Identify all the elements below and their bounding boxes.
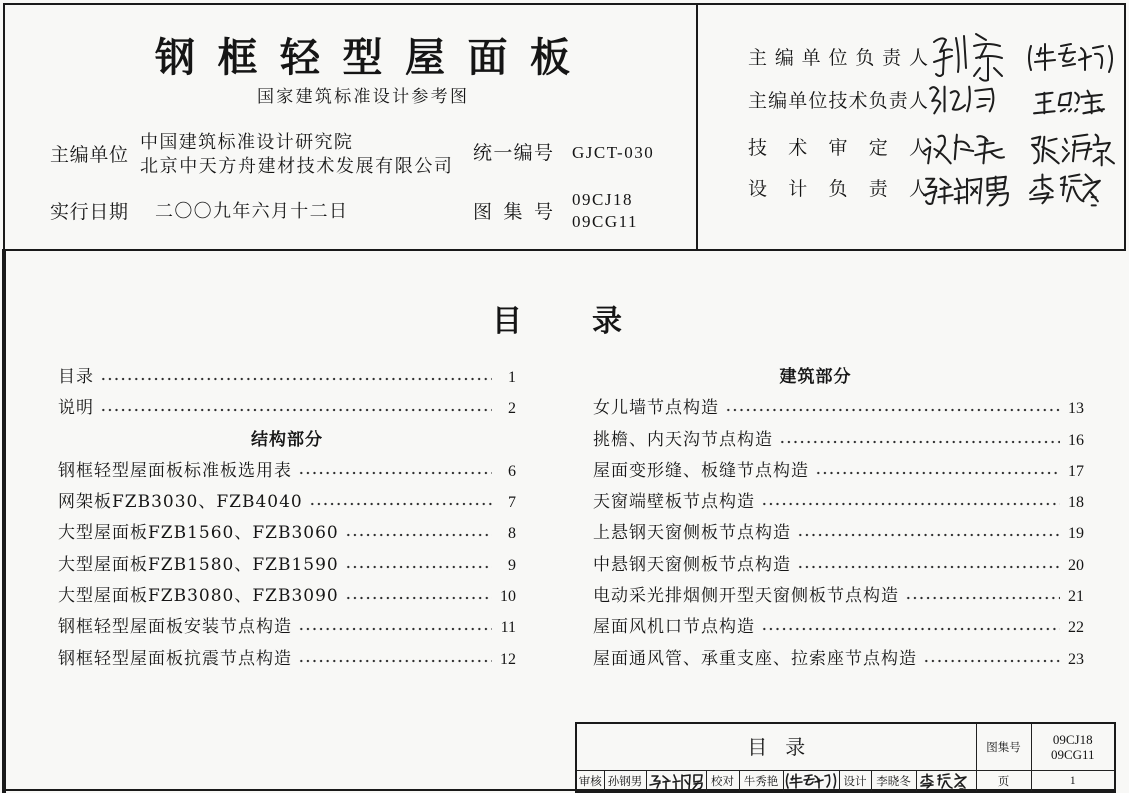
editor-label (50, 144, 128, 166)
toc-entry-label: 钢框轻型屋面板抗震节点构造 (58, 648, 292, 669)
glyph: 二 (309, 201, 328, 222)
toc-entry-label: 屋面通风管、承重支座、拉索座节点构造 (593, 648, 917, 669)
toc-entry (58, 581, 516, 612)
glyph: 院 (333, 132, 352, 153)
toc-entry-page: 2 (508, 400, 516, 418)
glyph: 集 (503, 201, 523, 223)
toc-entry (58, 393, 516, 424)
toc-entry-label: 中悬钢天窗侧板节点构造 (593, 554, 791, 575)
glyph: 责 (882, 47, 902, 69)
dot-leader (815, 456, 1060, 487)
glyph: 设 (748, 178, 768, 200)
glyph: 号 (533, 201, 553, 223)
glyph: 国 (159, 132, 178, 153)
toc-entry (58, 362, 516, 393)
glyph: 编 (69, 144, 89, 166)
atlas-value-2: 09CG11 (572, 212, 638, 231)
title-block-atlas-label: 图集号 (976, 723, 1031, 771)
glyph: 计 (788, 178, 808, 200)
toc-entry-label: 钢框轻型屋面板标准板选用表 (58, 460, 292, 481)
design-label: 设计 (839, 771, 871, 793)
toc-section-heading: 建筑部分 (779, 367, 852, 387)
dot-leader (779, 425, 1060, 456)
glyph: 负 (828, 178, 848, 200)
date-label (50, 201, 128, 223)
toc-entry-label: 大型屋面板FZB3080、FZB3090 (58, 586, 339, 607)
glyph: 框 (217, 34, 258, 81)
glyph: 十 (290, 201, 309, 222)
title-block-atlas-value-1: 09CJ18 (1052, 732, 1093, 747)
glyph: 准 (353, 87, 371, 107)
glyph: 中 (140, 132, 158, 153)
glyph: 〇 (174, 201, 193, 222)
approval-role-4 (748, 178, 928, 200)
glyph: 计 (392, 87, 410, 107)
dot-leader (923, 644, 1060, 675)
toc-entry-page: 20 (1068, 556, 1084, 574)
signature-mark (930, 28, 1010, 84)
toc-entry-page: 6 (508, 462, 516, 480)
sheet-left-border (2, 249, 6, 793)
toc-right-column (593, 362, 1084, 675)
toc-entry (593, 550, 1084, 581)
reviewer-name: 孙钢男 (604, 771, 646, 793)
glyph: 建 (295, 87, 313, 107)
toc-section-heading: 结构部分 (251, 429, 323, 450)
glyph: 建 (257, 156, 276, 177)
glyph: 设 (372, 87, 390, 107)
glyph: 位 (108, 144, 128, 166)
editor-unit-2 (140, 157, 452, 177)
toc-entry-page: 17 (1068, 462, 1084, 480)
glyph: 建 (178, 132, 197, 153)
toc-entry-page: 9 (508, 556, 516, 574)
glyph: 单 (801, 47, 821, 69)
glyph: 图 (473, 201, 493, 223)
page-number: 1 (1031, 771, 1115, 793)
glyph: 面 (467, 34, 508, 81)
dot-leader (345, 518, 492, 549)
glyph: 家 (276, 87, 294, 107)
reviewer-signature-cell (646, 771, 706, 793)
toc-entry-page: 16 (1068, 431, 1084, 449)
toc-entry-page: 1 (508, 369, 516, 386)
signature-mark (648, 772, 704, 790)
toc-entry (593, 644, 1084, 675)
glyph: 技 (748, 137, 768, 159)
glyph: 术 (788, 137, 808, 159)
toc-entry (593, 581, 1084, 612)
glyph: 司 (433, 156, 452, 177)
toc-entry-page: 10 (500, 588, 516, 606)
toc-entry (593, 425, 1084, 456)
toc-entry-page: 11 (500, 619, 516, 637)
signature-mark (918, 772, 974, 790)
glyph: 人 (908, 137, 928, 159)
dot-leader (100, 393, 492, 424)
signature-mark (1026, 40, 1118, 76)
glyph: 日 (89, 201, 109, 223)
glyph: 责 (868, 178, 888, 200)
dot-leader (797, 518, 1060, 549)
glyph: 中 (179, 156, 198, 177)
atlas-label (473, 201, 553, 223)
toc-entry (593, 487, 1084, 518)
editor-unit-1 (140, 133, 352, 153)
toc-entry (593, 518, 1084, 549)
approval-role-1 (748, 47, 928, 69)
toc-entry-label: 钢框轻型屋面板安装节点构造 (58, 617, 292, 638)
title-block-atlas-value-2: 09CG11 (1050, 747, 1095, 762)
toc-entry-label: 挑檐、内天沟节点构造 (593, 429, 773, 450)
glyph: 天 (198, 156, 217, 177)
glyph: 位 (808, 90, 828, 112)
title-block-title (747, 735, 805, 759)
toc-entry-page: 21 (1068, 588, 1084, 606)
toc-entry (58, 612, 516, 643)
review-label: 审核 (576, 771, 604, 793)
glyph: 设 (256, 132, 275, 153)
glyph: 主 (748, 90, 768, 112)
glyph: 二 (155, 201, 173, 222)
glyph: 京 (159, 156, 178, 177)
glyph: 号 (533, 142, 553, 164)
toc-entry-page: 23 (1068, 650, 1084, 668)
glyph: 研 (295, 132, 314, 153)
cover-subtitle (257, 87, 467, 107)
glyph: 屋 (405, 34, 445, 81)
glyph: 公 (414, 156, 433, 177)
glyph: 计 (275, 132, 294, 153)
glyph: 期 (108, 201, 128, 223)
checker-signature-cell (783, 771, 839, 793)
glyph: 轻 (280, 34, 320, 81)
dot-leader (309, 487, 492, 518)
toc-entry-label: 屋面风机口节点构造 (593, 617, 755, 638)
title-block-title-cell (576, 723, 976, 771)
approval-role-2 (748, 90, 928, 112)
glyph: 九 (212, 201, 231, 222)
date-value (155, 202, 347, 222)
approval-role-3 (748, 137, 928, 159)
glyph: 编 (513, 142, 533, 164)
glyph: 统 (473, 142, 493, 164)
header-divider (696, 3, 698, 251)
toc-entry (58, 550, 516, 581)
glyph: 主 (50, 144, 70, 166)
glyph: 定 (868, 137, 888, 159)
toc-left-column (58, 362, 516, 675)
glyph: 行 (69, 201, 89, 223)
signature-mark (920, 128, 1008, 170)
glyph: 单 (89, 144, 109, 166)
dot-leader (761, 612, 1060, 643)
glyph: 有 (375, 156, 394, 177)
glyph: 参 (411, 87, 429, 107)
toc-entry (593, 612, 1084, 643)
serial-label (473, 142, 553, 164)
signature-mark (924, 80, 1002, 118)
glyph: 负 (868, 90, 888, 112)
atlas-value-1: 09CJ18 (572, 190, 633, 209)
designer-name: 李晓冬 (871, 771, 916, 793)
toc-entry-page: 8 (508, 525, 516, 543)
signature-mark (922, 172, 1012, 208)
glyph: 型 (342, 34, 383, 81)
toc-entry-label: 电动采光排烟侧开型天窗侧板节点构造 (593, 586, 899, 607)
glyph: 审 (828, 137, 848, 159)
dot-leader (797, 550, 1060, 581)
signature-mark (1032, 86, 1106, 118)
signature-mark (1026, 170, 1104, 212)
dot-leader (298, 644, 492, 675)
toc-entry-label: 天窗端壁板节点构造 (593, 492, 755, 513)
glyph: 人 (908, 90, 928, 112)
toc-entry-page: 13 (1068, 400, 1084, 418)
title-block (575, 722, 1116, 793)
glyph: 人 (908, 47, 928, 69)
toc-entry (593, 456, 1084, 487)
toc-entry-page: 7 (508, 494, 516, 512)
glyph: 月 (270, 201, 289, 222)
dot-leader (298, 612, 492, 643)
glyph: 目 (747, 735, 768, 759)
glyph: 筑 (314, 87, 332, 107)
toc-entry-label: 说明 (58, 398, 94, 419)
toc-entry-page: 12 (500, 650, 516, 668)
glyph: 技 (828, 90, 848, 112)
designer-signature-cell (916, 771, 976, 793)
glyph: 限 (394, 156, 413, 177)
title-block-row (576, 771, 1115, 793)
cover-title (155, 34, 570, 81)
glyph: 负 (855, 47, 875, 69)
glyph: 究 (314, 132, 333, 153)
glyph: 准 (236, 132, 255, 153)
glyph: 图 (449, 87, 467, 107)
toc-entry (593, 393, 1084, 424)
toc-entry-label: 网架板FZB3030、FZB4040 (58, 492, 303, 513)
glyph: 年 (232, 201, 251, 222)
toc-entry-label: 上悬钢天窗侧板节点构造 (593, 523, 791, 544)
glyph: 主 (748, 47, 768, 69)
glyph: 责 (888, 90, 908, 112)
dot-leader (761, 487, 1060, 518)
glyph: 术 (316, 156, 335, 177)
title-block-atlas-cell (1031, 723, 1115, 771)
toc-entry-label: 屋面变形缝、板缝节点构造 (593, 460, 809, 481)
serial-value: GJCT-030 (572, 143, 655, 162)
signature-mark (785, 772, 837, 790)
glyph: 日 (328, 201, 347, 222)
checker-name: 牛秀艳 (739, 771, 783, 793)
glyph: 术 (848, 90, 868, 112)
signature-mark (1028, 130, 1116, 168)
glyph: 舟 (237, 156, 256, 177)
toc-entry-label: 目录 (58, 367, 94, 387)
toc-entry (58, 487, 516, 518)
glyph: 人 (908, 178, 928, 200)
glyph: 筑 (198, 132, 217, 153)
glyph: 国 (257, 87, 274, 107)
glyph: 录 (592, 304, 622, 339)
toc-entry-page: 18 (1068, 494, 1084, 512)
glyph: 北 (140, 156, 158, 177)
toc-entry-page: 22 (1068, 619, 1084, 637)
glyph: 编 (768, 90, 788, 112)
glyph: 录 (785, 735, 806, 759)
toc-entry-label: 大型屋面板FZB1580、FZB1590 (58, 554, 339, 575)
toc-title (492, 305, 622, 339)
dot-leader (345, 581, 492, 612)
toc-entry-label: 大型屋面板FZB1560、FZB3060 (58, 523, 339, 544)
glyph: 考 (430, 87, 448, 107)
toc-entry-page: 19 (1068, 525, 1084, 543)
toc-entry (58, 518, 516, 549)
glyph: 实 (50, 201, 70, 223)
glyph: 技 (296, 156, 315, 177)
glyph: 发 (335, 156, 354, 177)
dot-leader (100, 362, 492, 393)
glyph: 目 (492, 304, 522, 339)
glyph: 位 (828, 47, 848, 69)
toc-entry (58, 456, 516, 487)
dot-leader (298, 456, 492, 487)
page-label: 页 (976, 771, 1031, 793)
toc-entry (58, 644, 516, 675)
glyph: 〇 (193, 201, 212, 222)
glyph: 方 (218, 156, 237, 177)
title-block-row (576, 723, 1115, 771)
toc-entry-label: 女儿墙节点构造 (593, 398, 719, 419)
glyph: 标 (334, 87, 352, 107)
glyph: 单 (788, 90, 808, 112)
glyph: 材 (277, 156, 296, 177)
glyph: 展 (355, 156, 374, 177)
glyph: 一 (493, 142, 513, 164)
glyph: 六 (251, 201, 270, 222)
dot-leader (905, 581, 1060, 612)
dot-leader (345, 550, 492, 581)
glyph: 标 (217, 132, 236, 153)
dot-leader (725, 393, 1060, 424)
glyph: 钢 (155, 34, 195, 81)
glyph: 板 (530, 34, 570, 81)
glyph: 编 (774, 47, 794, 69)
check-label: 校对 (706, 771, 739, 793)
